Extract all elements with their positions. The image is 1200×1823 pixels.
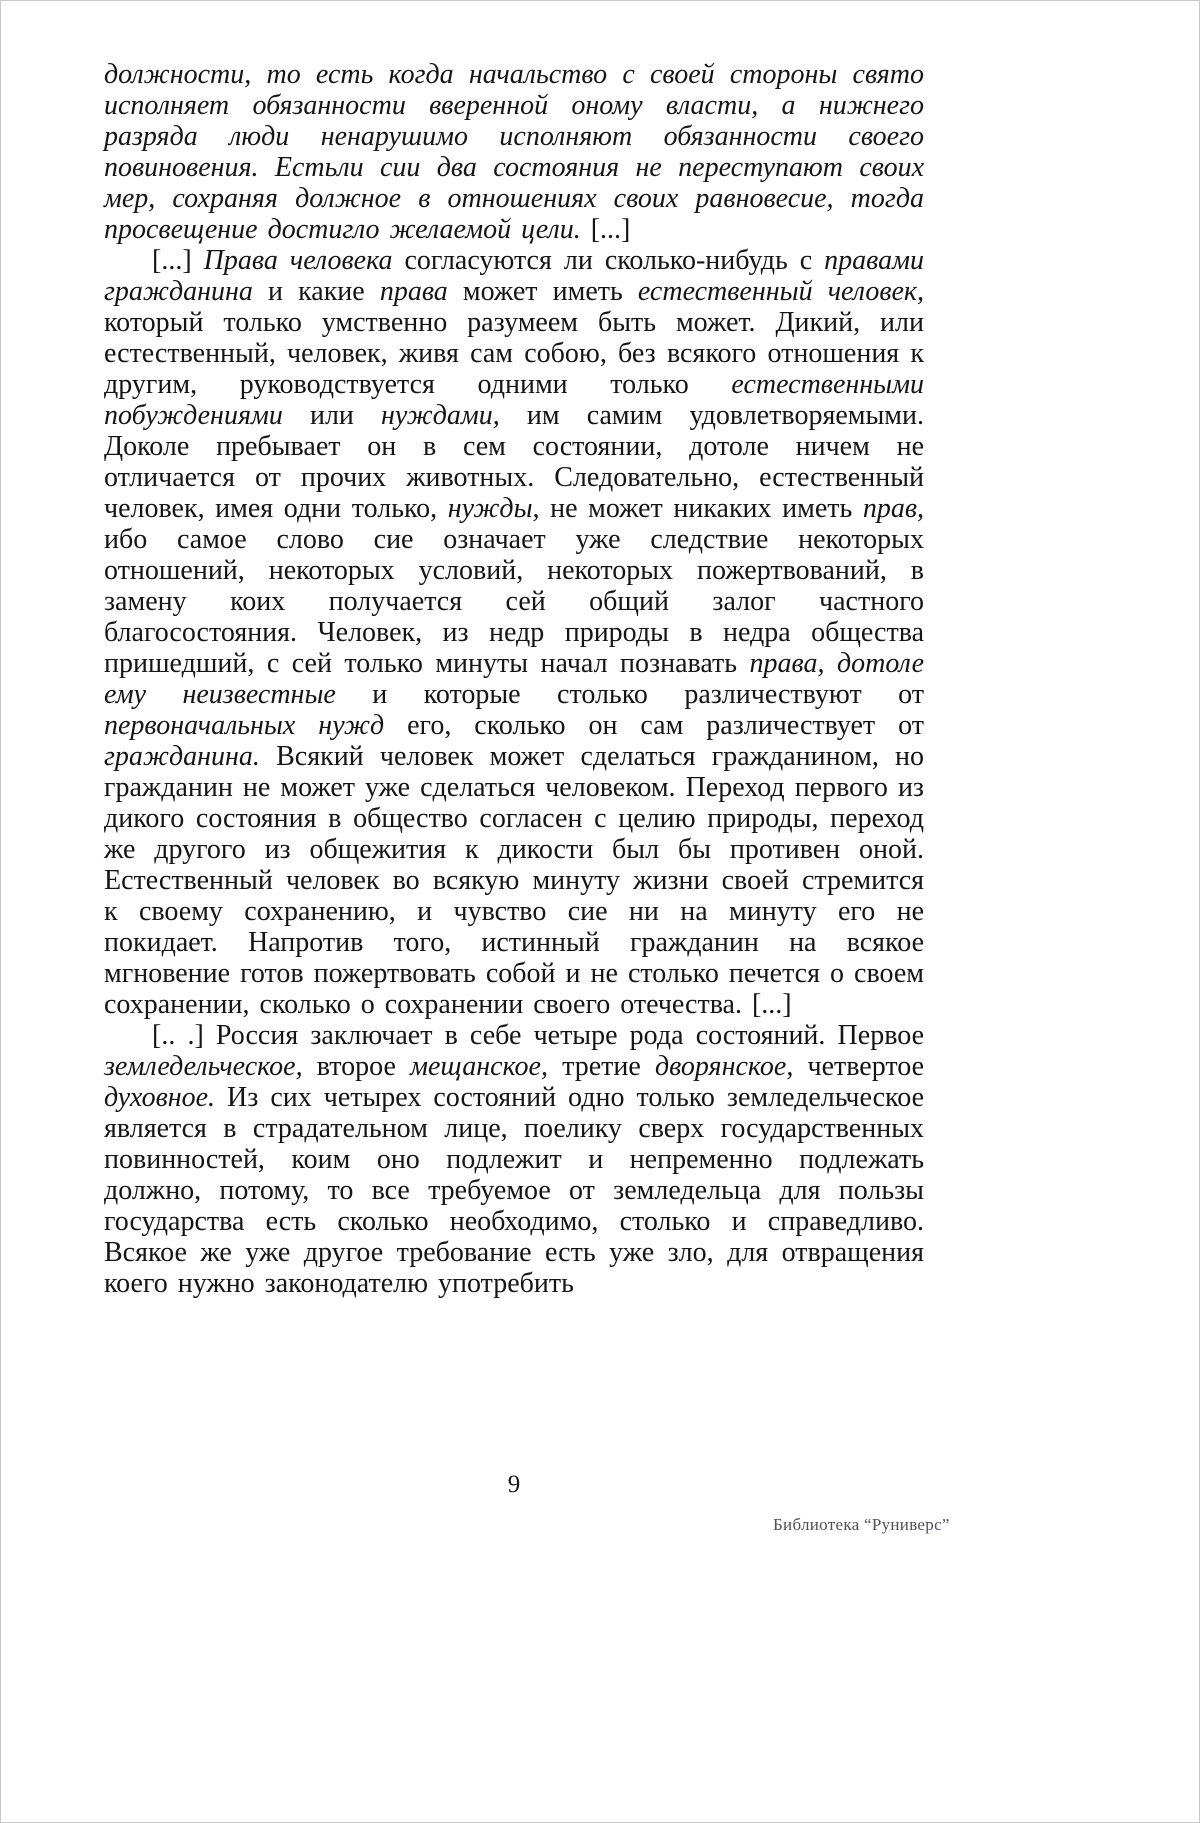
italic-run: духовное. <box>104 1082 216 1113</box>
paragraph <box>104 245 924 1020</box>
text-run: им самим удовлетворяемыми. Доколе пребывает он в сем состоянии, дотоле ничем не отличается от прочих животных. Следовательно, естественный человек, имея одни только, <box>104 400 924 524</box>
text-run: ибо самое слово сие означает уже следствие некоторых отношений, некоторых условий, некоторых пожертвований, в замену коих получается сей общий залог частного благосостояния. Человек, из недр природы в недра общества пришедший, с сей только минуты начал познавать <box>104 524 924 679</box>
text-run: четвертое <box>793 1051 924 1082</box>
italic-run: мещанское, <box>410 1051 548 1082</box>
italic-run: Права человека <box>203 245 393 276</box>
paragraph <box>104 1020 924 1299</box>
text-run: третие <box>548 1051 655 1082</box>
text-run: согласуются ли сколько-нибудь с <box>392 245 825 276</box>
italic-run: естественными побуждениями <box>104 369 924 431</box>
italic-run: гражданина. <box>104 741 260 772</box>
text-block <box>104 59 924 1299</box>
text-run: второе <box>302 1051 411 1082</box>
italic-run: права, дотоле ему неизвестные <box>104 648 924 710</box>
text-run: Из сих четырех состояний одно только земледельческое является в страдательном лице, поелику сверх государственных повинностей, коим оно подлежит и непременно подлежать должно, потому, то все требуемое от земледельца для пользы государства есть сколько необходимо, столько и справедливо. Всякое же уже другое требование есть уже зло, для отвращения коего нужно законодателю употребить <box>104 1082 924 1299</box>
italic-run: прав, <box>862 493 924 524</box>
text-run: [.. .] Россия заключает в себе четыре рода состояний. Первое <box>152 1020 924 1051</box>
italic-run: естественный человек, <box>637 276 925 307</box>
italic-run: правами гражданина <box>104 245 924 307</box>
text-run: и какие <box>252 276 380 307</box>
text-run: или <box>282 400 382 431</box>
text-run: не может никаких иметь <box>539 493 863 524</box>
text-run: может иметь <box>447 276 638 307</box>
italic-run: земледельческое, <box>104 1051 303 1082</box>
italic-run: нуждами, <box>381 400 500 431</box>
text-run: Всякий человек может сделаться гражданином, но гражданин не может уже сделаться человеком. Переход первого из дикого состояния в общество согласен с целию природы, переход же другого из общежития к дикости был бы противен оной. Естественный человек во всякую минуту жизни своей стремится к своему сохранению, и чувство сие ни на минуту его не покидает. Напротив того, истинный гражданин на всякое мгновение готов пожертвовать собой и не столько печется о своем сохранении, сколько о сохранении своего отечества. [...] <box>104 741 924 1020</box>
italic-run: дворянское, <box>654 1051 794 1082</box>
text-run: который только умственно разумеем быть может. Дикий, или естественный, человек, живя сам собою, без всякого отношения к другим, руководствуется одними только <box>104 307 924 400</box>
text-run: [...] <box>152 245 204 276</box>
text-run: его, сколько он сам различествует от <box>384 710 925 741</box>
italic-run: первоначальных нужд <box>104 710 385 741</box>
italic-run: права <box>379 276 448 307</box>
paragraph <box>104 59 924 245</box>
text-run: [...] <box>580 214 631 245</box>
page-number: 9 <box>507 1471 521 1498</box>
text-run: и которые столько различествуют от <box>335 679 924 710</box>
italic-run: должности, то есть когда начальство с своей стороны свято исполняет обязанности вверенной оному власти, а нижнего разряда люди ненарушимо исполняют обязанности своего повиновения. Естьли сии два состояния не переступают своих мер, сохраняя должное в отношениях своих равновесие, тогда просвещение достигло желаемой цели. <box>104 59 924 245</box>
library-watermark: Библиотека “Руниверс” <box>773 1515 950 1534</box>
italic-run: нужды, <box>447 493 540 524</box>
